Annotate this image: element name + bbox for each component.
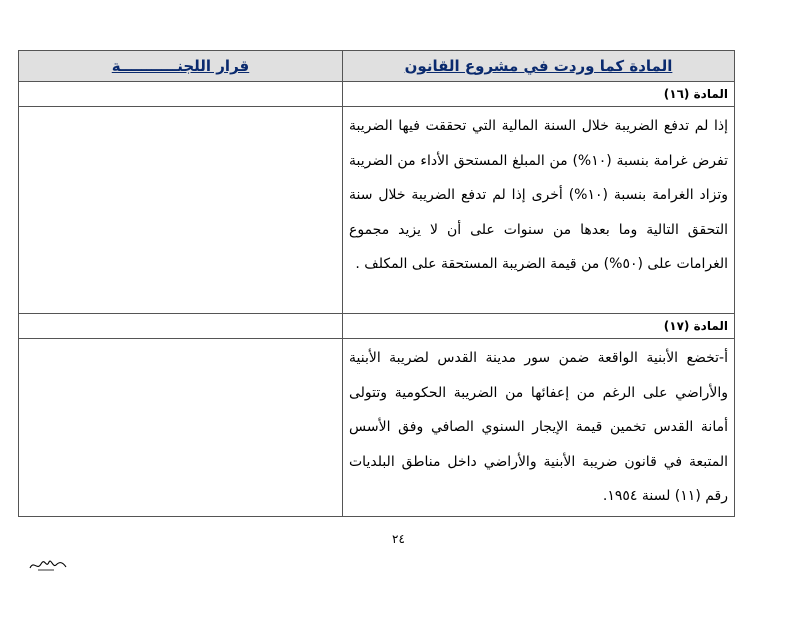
table-header-row: [19, 51, 735, 82]
decision-column-header: قرار اللجنـــــــــــة: [19, 51, 343, 82]
decision-cell-empty: [19, 82, 343, 107]
page-number: ٢٤: [392, 532, 405, 546]
article-title-row: [19, 82, 735, 107]
decision-cell-empty: [19, 314, 343, 339]
article-column-header: المادة كما وردت في مشروع القانون: [343, 51, 735, 82]
article-body-row: [19, 339, 735, 517]
article-text: أ-تخضع الأبنية الواقعة ضمن سور مدينة القدس لضريبة الأبنية والأراضي على الرغم من إعفائها من الضريبة الحكومية وتتولى أمانة القدس تخمين قيمة الإيجار السنوي الصافي وفق الأسس المتبعة في قانون ضريبة الأبنية والأراضي داخل مناطق البلديات رقم (١١) لسنة ١٩٥٤.: [343, 339, 735, 517]
article-title: المادة (١٧): [343, 314, 735, 339]
article-title-row: [19, 314, 735, 339]
article-title: المادة (١٦): [343, 82, 735, 107]
decision-cell: [19, 107, 343, 314]
legislation-table: [18, 50, 735, 517]
signature-icon: [28, 556, 70, 574]
article-text: إذا لم تدفع الضريبة خلال السنة المالية التي تحققت فيها الضريبة تفرض غرامة بنسبة (١٠%) من المبلغ المستحق الأداء من الضريبة وتزاد الغرامة بنسبة (١٠%) أخرى إذا لم تدفع الضريبة خلال سنة التحقق التالية وما بعدها من سنوات على أن لا يزيد مجموع الغرامات على (٥٠%) من قيمة الضريبة المستحقة على المكلف .: [343, 107, 735, 314]
decision-cell: [19, 339, 343, 517]
article-body-row: [19, 107, 735, 314]
